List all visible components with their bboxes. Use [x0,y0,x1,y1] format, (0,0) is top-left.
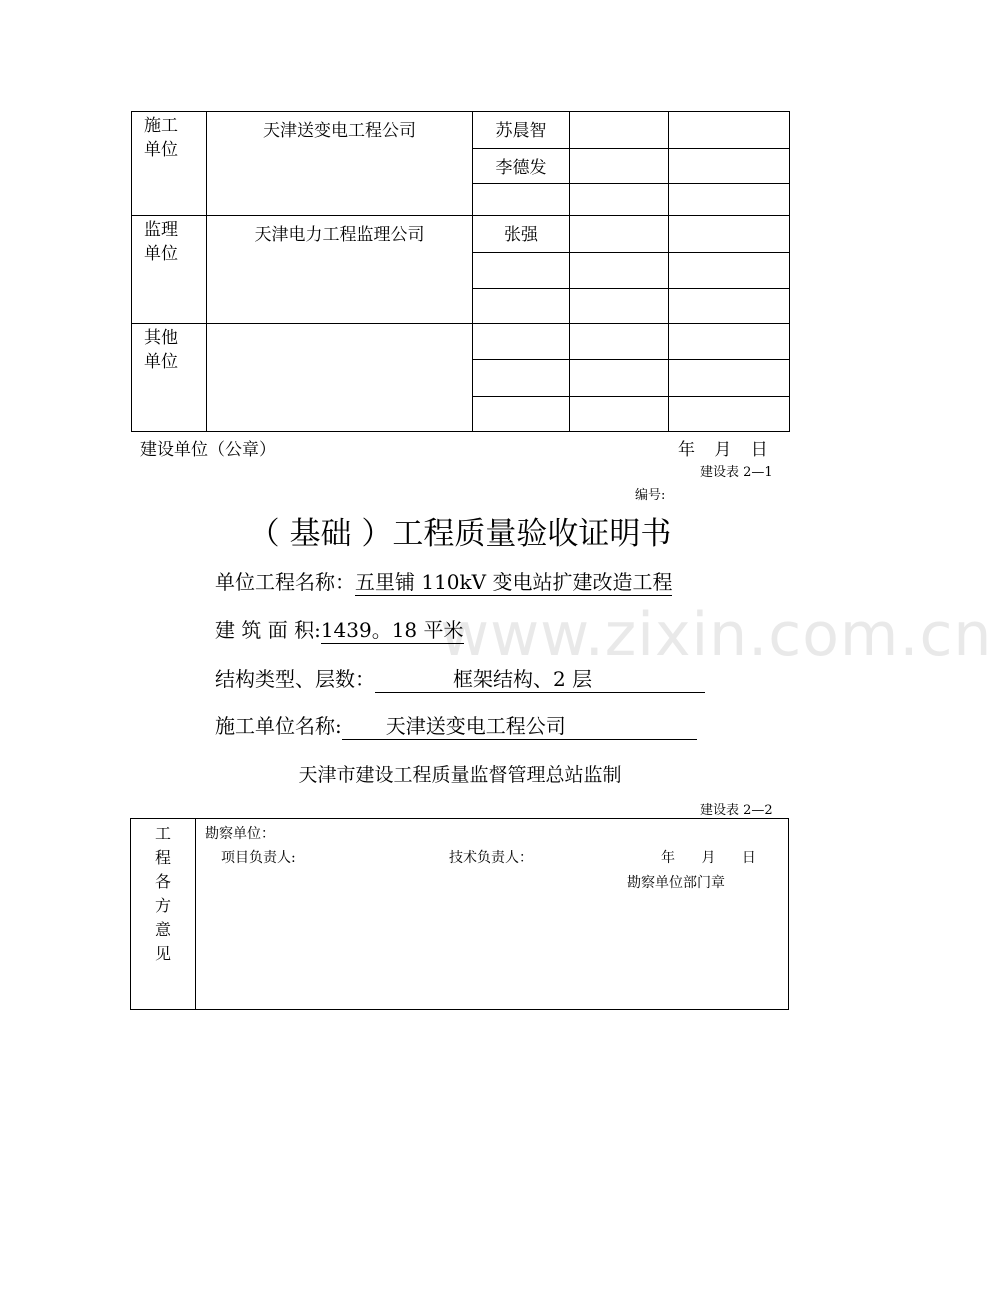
date-cell [669,397,790,432]
person-name [473,253,570,289]
form-code: 建设表 2—1 [700,465,773,480]
tech-lead-label: 技术负责人： [449,850,533,866]
person-name [473,397,570,432]
contractor-row [215,710,697,740]
signature-cell [570,112,669,149]
structure-value-line [375,663,705,693]
side-char: 意 [154,920,171,939]
side-char: 工 [154,824,171,843]
date-cell [669,324,790,360]
date-cell [669,149,790,184]
date-cell [669,216,790,253]
supervisor-line: 天津市建设工程质量监督管理总站监制 [298,764,622,786]
opinions-side-label [131,819,196,1009]
contractor-label: 施工单位名称: [215,714,342,738]
structure-label: 结构类型、层数： [215,667,375,691]
row-label-supervision: 监理 单位 [132,216,207,324]
signature-cell [570,360,669,397]
building-area-label: 建 筑 面 积: [215,618,321,642]
signature-cell [570,184,669,216]
participants-table [131,111,790,432]
project-name-row [215,566,672,596]
building-area-value: 1439。18 平米 [321,614,464,644]
side-char: 见 [154,944,171,963]
signature-cell [570,253,669,289]
certificate-title: （ 基础 ）工程质量验收证明书 [248,516,672,552]
watermark: www.zixin.com.cn [440,600,992,670]
project-name-label: 单位工程名称： [215,570,355,594]
person-name [473,324,570,360]
person-name: 苏晨智 [473,112,570,149]
date-label: 年 月 日 [661,850,756,866]
side-char: 方 [154,896,171,915]
building-area-row [215,614,464,644]
project-name-value: 五里铺 110kV 变电站扩建改造工程 [355,566,672,596]
date-cell [669,360,790,397]
date-label: 年 月 日 [678,440,768,460]
opinions-box [130,818,789,1010]
construction-unit-name: 天津送变电工程公司 [207,112,473,216]
date-cell [669,289,790,324]
project-lead-label: 项目负责人: [221,850,296,866]
person-name: 张强 [473,216,570,253]
structure-row [215,663,705,693]
signature-cell [570,324,669,360]
person-name: 李德发 [473,149,570,184]
person-name [473,184,570,216]
signature-cell [570,289,669,324]
structure-value: 框架结构、2 层 [453,667,593,691]
side-char: 各 [154,872,171,891]
person-name [473,360,570,397]
row-label-construction: 施工 单位 [132,112,207,216]
person-name [473,289,570,324]
contractor-value: 天津送变电工程公司 [385,714,566,738]
date-cell [669,184,790,216]
signature-cell [570,216,669,253]
signature-cell [570,397,669,432]
form-code: 建设表 2—2 [700,803,773,818]
signature-cell [570,149,669,184]
other-unit-name [207,324,473,432]
owner-stamp-label: 建设单位（公章） [140,440,276,460]
date-cell [669,112,790,149]
side-char: 程 [154,848,171,867]
row-label-other: 其他 单位 [132,324,207,432]
supervision-unit-name: 天津电力工程监理公司 [207,216,473,324]
contractor-value-line [342,710,697,740]
serial-number-label: 编号: [635,488,666,503]
date-cell [669,253,790,289]
survey-unit-label: 勘察单位： [205,826,275,842]
survey-stamp-label: 勘察单位部门章 [627,875,725,891]
